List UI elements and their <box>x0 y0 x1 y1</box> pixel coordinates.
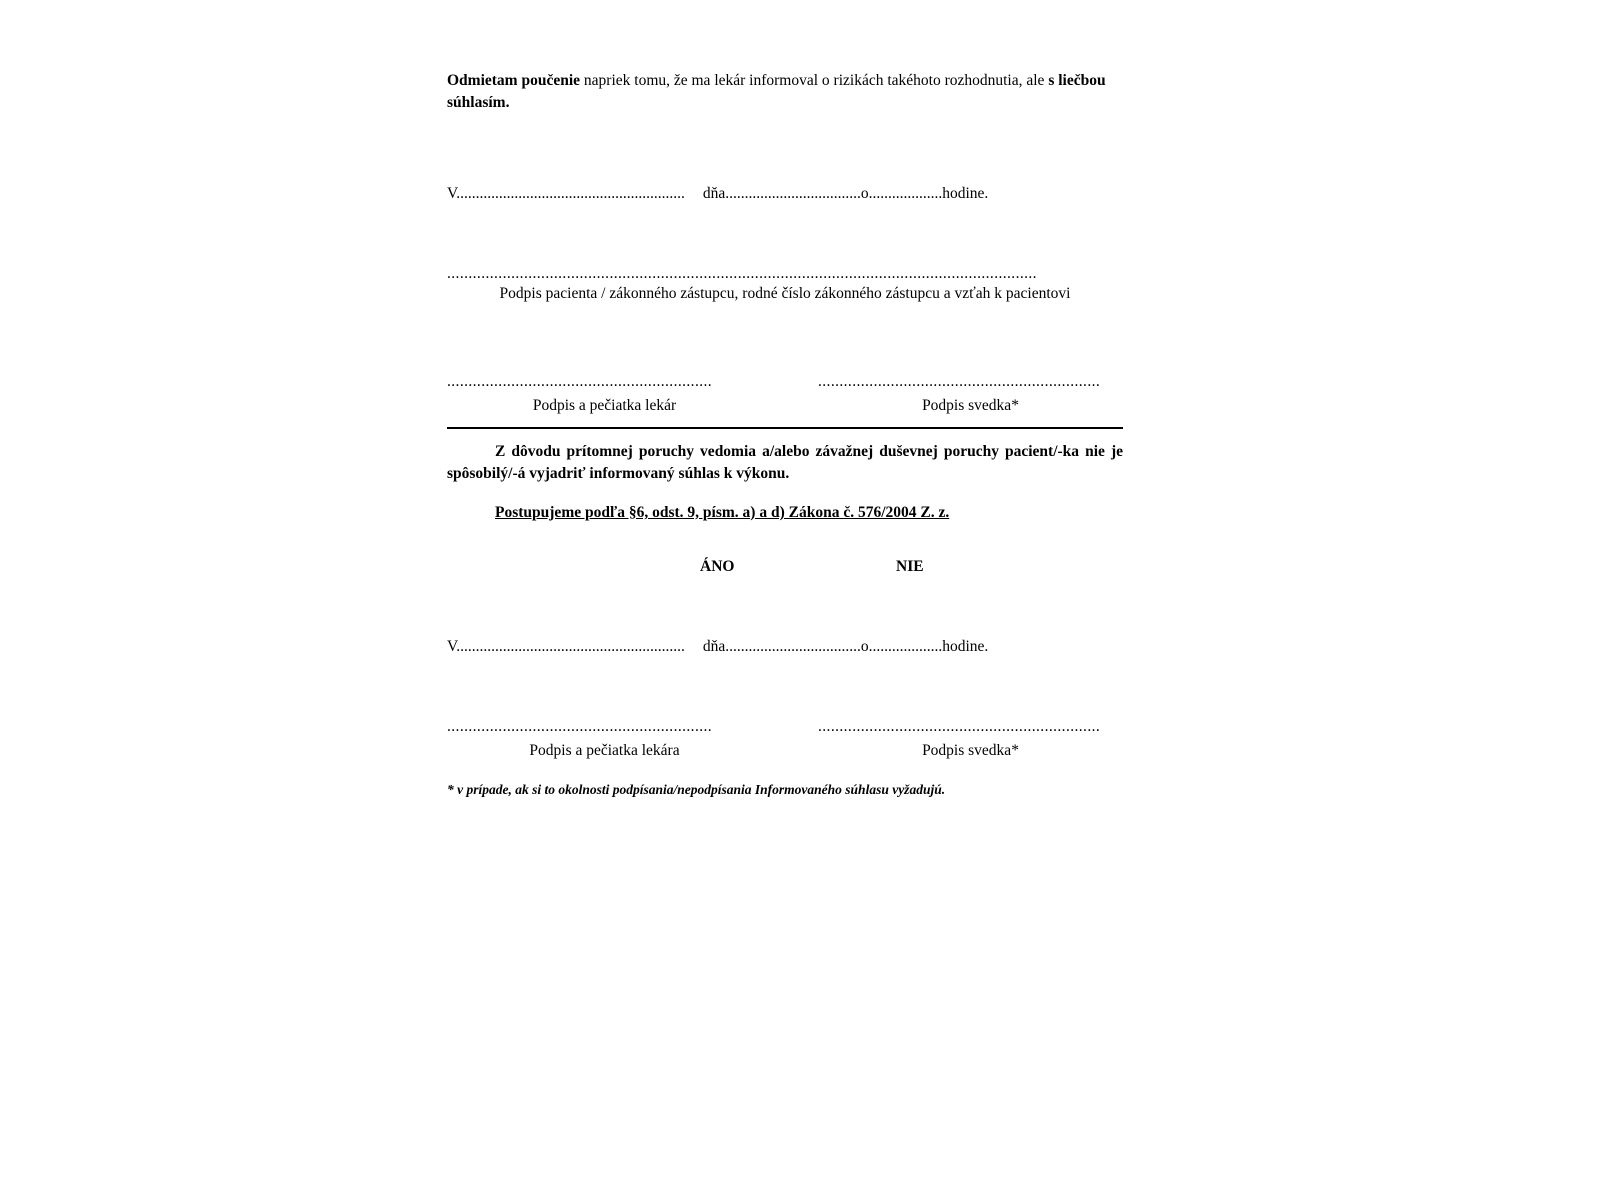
refusal-rest: napriek tomu, že ma lekár informoval o rizikách takéhoto rozhodnutia, ale <box>580 72 1049 89</box>
witness-signature-block-1 <box>818 373 1123 415</box>
witness-signature-line-1[interactable]: .................................................................. <box>818 372 1101 390</box>
place-dots-2[interactable]: .......................................................... <box>460 637 685 655</box>
patient-signature-line[interactable]: .......................................................................................................................................... <box>447 264 1037 282</box>
day-dots-1[interactable]: ................................... <box>725 184 861 202</box>
incapacity-paragraph: Z dôvodu prítomnej poruchy vedomia a/alebo závažnej duševnej poruchy pacient/-ka nie je spôsobilý/-á vyjadriť informovaný súhlas k výkonu. <box>447 442 1123 483</box>
day-label-1: dňa <box>702 184 726 202</box>
legal-reference: Postupujeme podľa §6, odst. 9, písm. a) a d) Zákona č. 576/2004 Z. z. <box>495 503 950 521</box>
place-dots-1[interactable]: .......................................................... <box>460 184 685 202</box>
section-divider <box>447 427 1123 429</box>
doctor-signature-label-2: Podpis a pečiatka lekára <box>529 741 680 759</box>
hour-dots-2[interactable]: ................... <box>868 637 943 655</box>
day-label-2: dňa <box>702 637 726 655</box>
patient-signature-caption: Podpis pacienta / zákonného zástupcu, rodné číslo zákonného zástupcu a vzťah k pacientovi <box>499 284 1071 302</box>
option-no[interactable]: NIE <box>896 557 924 575</box>
yes-no-options <box>447 558 1123 580</box>
witness-signature-label-1: Podpis svedka* <box>922 396 1019 414</box>
hour-label-2: o <box>860 637 869 655</box>
refusal-paragraph <box>447 70 1123 115</box>
doctor-signature-block-2 <box>447 718 762 760</box>
option-yes[interactable]: ÁNO <box>700 557 735 575</box>
refusal-bold-lead: Odmietam poučenie <box>447 72 581 89</box>
doctor-signature-line-2[interactable]: .............................................................. <box>447 717 713 735</box>
place-prefix-1: V. <box>447 184 461 202</box>
witness-signature-block-2 <box>818 718 1123 760</box>
place-date-line-1 <box>447 185 1123 203</box>
refusal-bold-tail: s liečbou súhlasím. <box>447 72 1106 112</box>
doctor-signature-block-1 <box>447 373 762 415</box>
place-prefix-2: V. <box>447 637 461 655</box>
witness-signature-label-2: Podpis svedka* <box>922 741 1019 759</box>
witness-signature-line-2[interactable]: .................................................................. <box>818 717 1101 735</box>
document-body <box>447 70 1123 798</box>
day-dots-2[interactable]: ................................... <box>725 637 861 655</box>
hour-suffix-2: hodine. <box>942 637 989 655</box>
hour-label-1: o <box>860 184 869 202</box>
hour-dots-1[interactable]: ................... <box>868 184 943 202</box>
place-date-line-2 <box>447 638 1123 656</box>
signature-row-1 <box>447 373 1123 415</box>
hour-suffix-1: hodine. <box>942 184 989 202</box>
doctor-signature-line-1[interactable]: .............................................................. <box>447 372 713 390</box>
signature-row-2 <box>447 718 1123 760</box>
doctor-signature-label-1: Podpis a pečiatka lekár <box>532 396 677 414</box>
footnote: * v prípade, ak si to okolnosti podpísania/nepodpísania Informovaného súhlasu vyžadujú. <box>447 781 946 797</box>
